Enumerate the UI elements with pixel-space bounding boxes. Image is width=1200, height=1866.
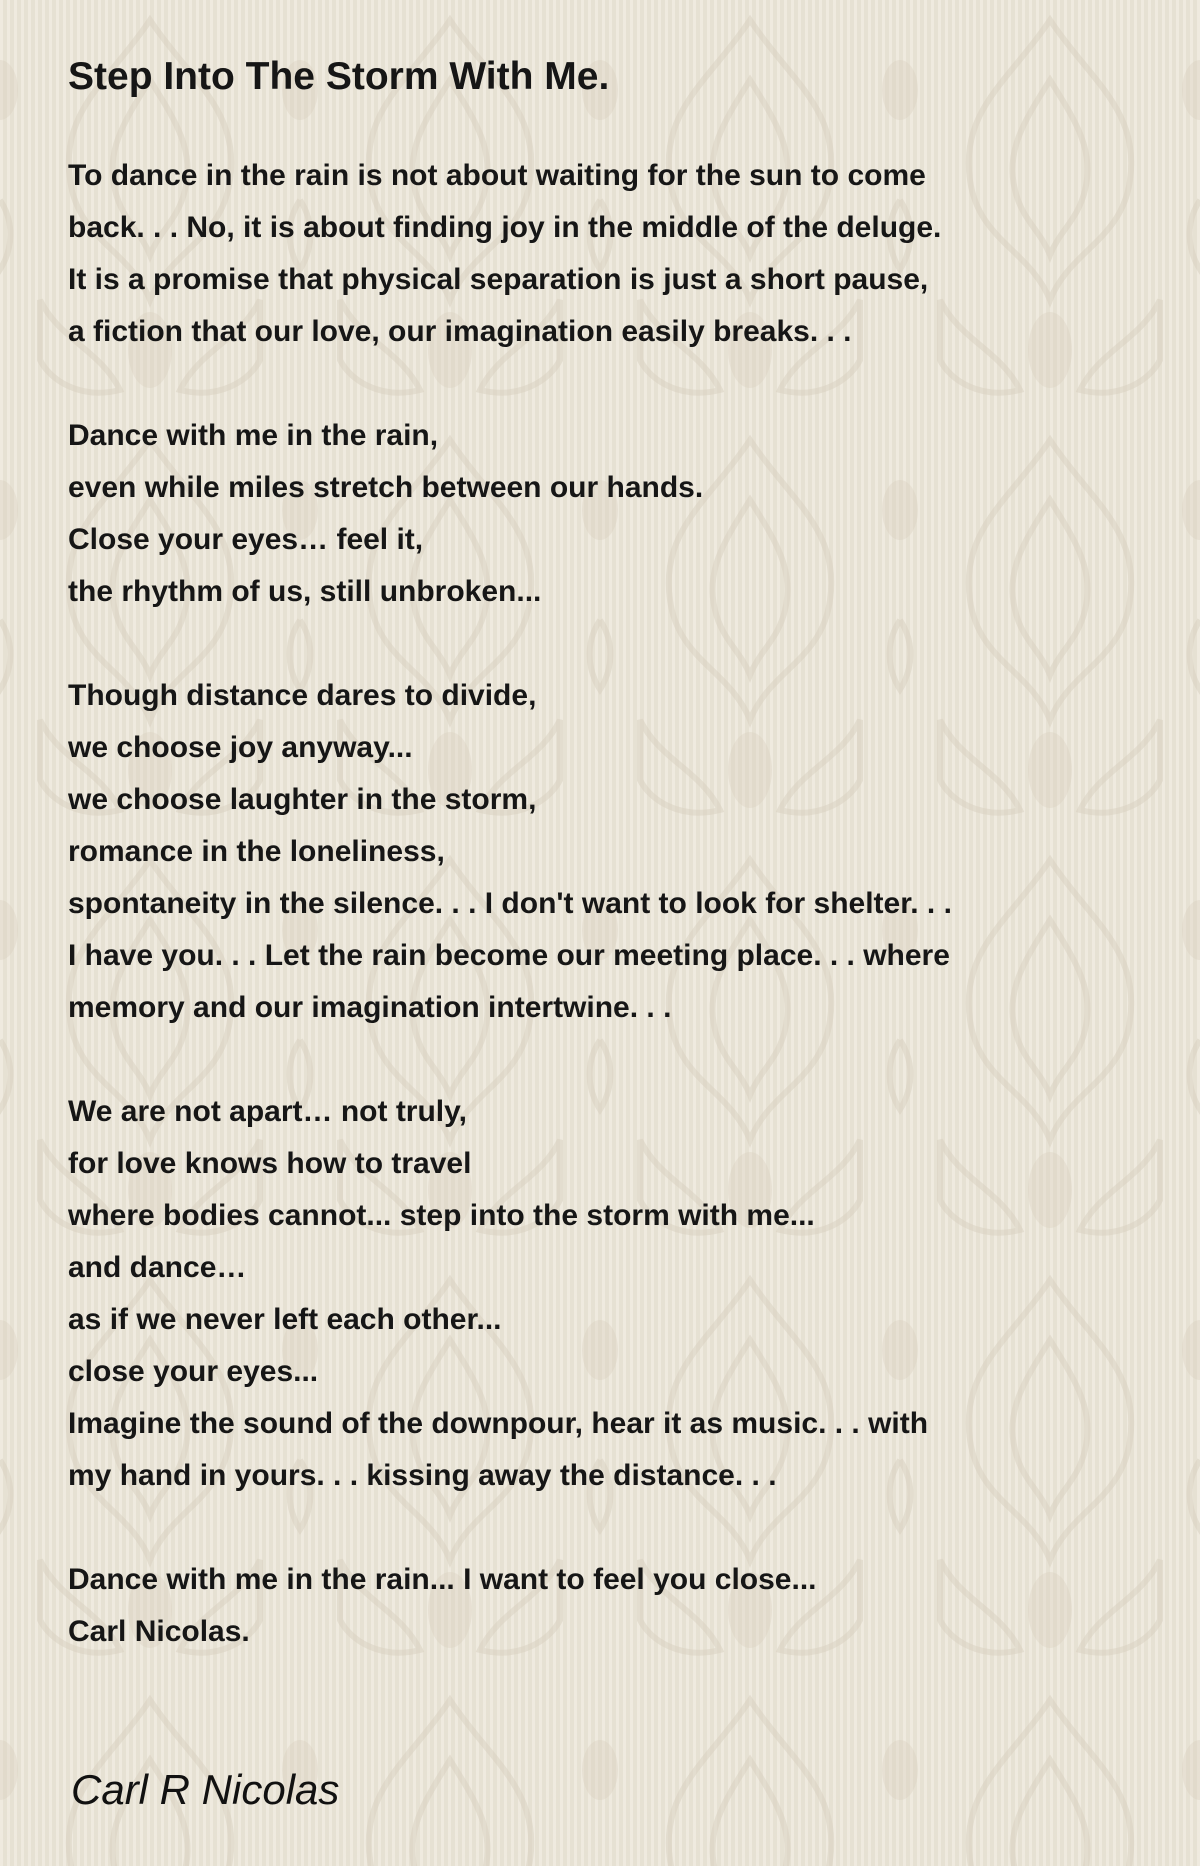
poem-line: We are not apart… not truly, xyxy=(68,1095,467,1128)
poem-line: Though distance dares to divide, xyxy=(68,679,537,712)
poem-stanza xyxy=(68,670,952,1034)
poem-stanza xyxy=(68,150,952,358)
poem-line: spontaneity in the silence. . . I don't want to look for shelter. . . xyxy=(68,887,952,920)
poem-line: the rhythm of us, still unbroken... xyxy=(68,575,542,608)
poem-author: Carl R Nicolas xyxy=(71,1766,340,1813)
poem-line: Close your eyes… feel it, xyxy=(68,523,424,556)
poem-line: as if we never left each other... xyxy=(68,1303,502,1336)
poem-line: even while miles stretch between our hands. xyxy=(68,471,704,504)
poem-line: It is a promise that physical separation is just a short pause, xyxy=(68,263,929,296)
poem-line: Dance with me in the rain, xyxy=(68,419,439,452)
poem-line: we choose joy anyway... xyxy=(68,731,413,764)
poem-stanza xyxy=(68,410,952,618)
poem-line: To dance in the rain is not about waiting for the sun to come xyxy=(68,159,926,192)
poem-line: Carl Nicolas. xyxy=(68,1615,250,1648)
poem-line: Dance with me in the rain... I want to feel you close... xyxy=(68,1563,817,1596)
poem-line: we choose laughter in the storm, xyxy=(68,783,537,816)
poem-line: my hand in yours. . . kissing away the distance. . . xyxy=(68,1459,777,1492)
poem-body xyxy=(68,150,952,1658)
poem-line: memory and our imagination intertwine. . . xyxy=(68,991,672,1024)
poem-line: close your eyes... xyxy=(68,1355,319,1388)
poem-stanza xyxy=(68,1554,952,1658)
poem-line: Imagine the sound of the downpour, hear it as music. . . with xyxy=(68,1407,929,1440)
poem-line: a fiction that our love, our imagination easily breaks. . . xyxy=(68,315,852,348)
poem-line: I have you. . . Let the rain become our meeting place. . . where xyxy=(68,939,950,972)
poem-stanza xyxy=(68,1086,952,1502)
poem-line: back. . . No, it is about finding joy in the middle of the deluge. xyxy=(68,211,942,244)
poem-line: for love knows how to travel xyxy=(68,1147,472,1180)
poem-line: where bodies cannot... step into the storm with me... xyxy=(68,1199,815,1232)
poem-line: and dance… xyxy=(68,1251,247,1284)
poem-title: Step Into The Storm With Me. xyxy=(68,55,610,98)
poem-line: romance in the loneliness, xyxy=(68,835,445,868)
